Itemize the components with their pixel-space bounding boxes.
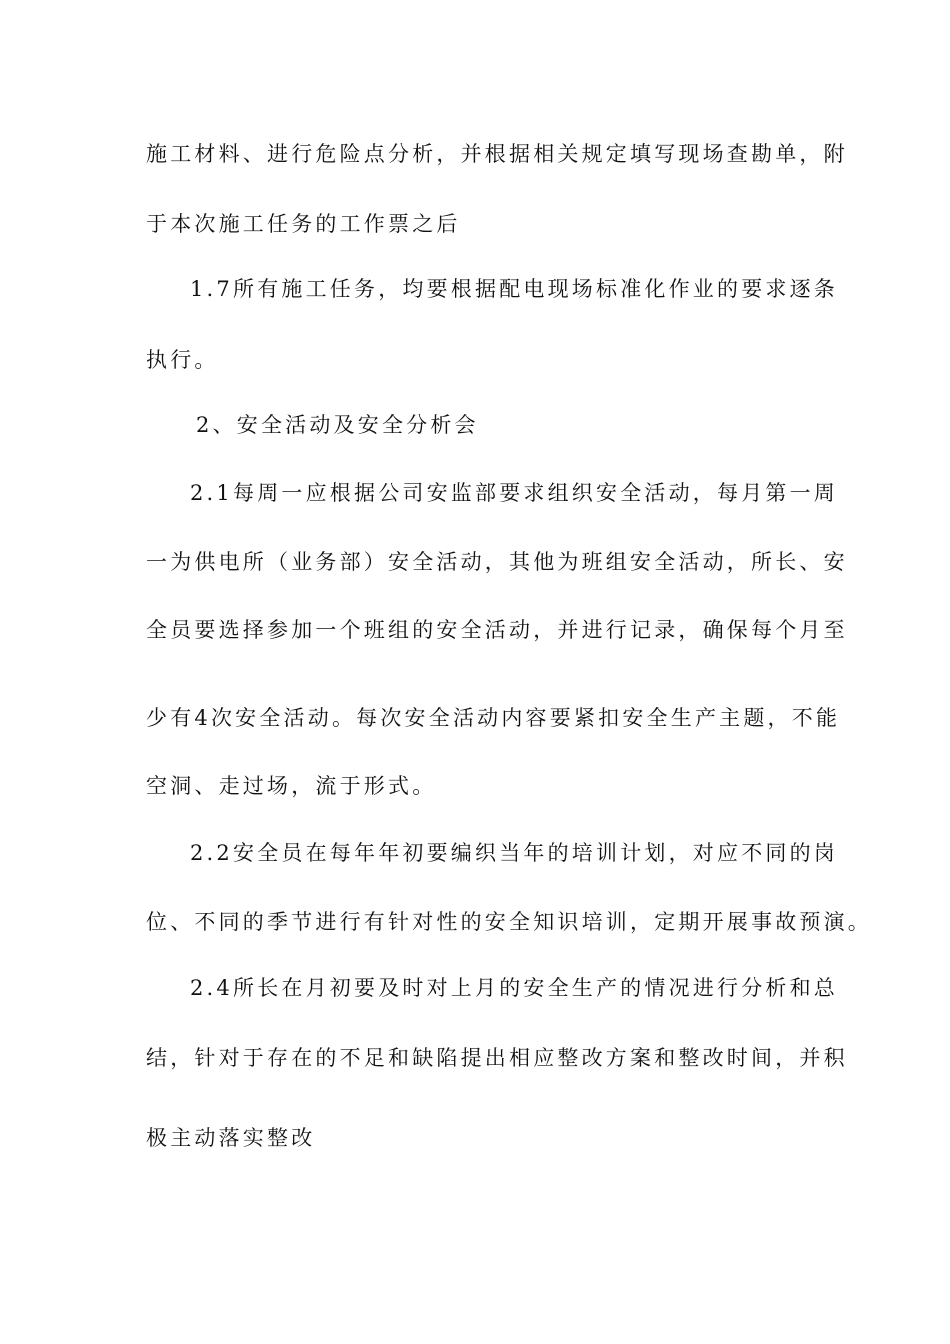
section-heading: 2、安全活动及安全分析会 (196, 413, 479, 437)
text-line: 极主动落实整改 (146, 1126, 316, 1150)
text-line: 全员要选择参加一个班组的安全活动，并进行记录，确保每个月至 (146, 618, 848, 642)
text-line: 位、不同的季节进行有针对性的安全知识培训，定期开展事故预演。 (146, 910, 872, 934)
paragraph-2-1-start: 2.1每周一应根据公司安监部要求组织安全活动，每月第一周 (190, 481, 838, 505)
text-line: 一为供电所（业务部）安全活动，其他为班组安全活动，所长、安 (146, 550, 848, 574)
paragraph-1-7-start: 1.7所有施工任务，均要根据配电现场标准化作业的要求逐条 (190, 277, 838, 301)
paragraph-2-4-start: 2.4所长在月初要及时对上月的安全生产的情况进行分析和总 (190, 976, 838, 1000)
paragraph-2-2-start: 2.2安全员在每年年初要编织当年的培训计划，对应不同的岗 (190, 841, 838, 865)
text-line: 空洞、走过场，流于形式。 (146, 774, 437, 798)
text-line: 执行。 (146, 348, 219, 372)
text-line: 施工材料、进行危险点分析，并根据相关规定填写现场查勘单，附 (146, 142, 848, 166)
text-line: 少有4次安全活动。每次安全活动内容要紧扣安全生产主题，不能 (146, 706, 841, 730)
text-line: 于本次施工任务的工作票之后 (146, 212, 461, 236)
text-line: 结，针对于存在的不足和缺陷提出相应整改方案和整改时间，并积 (146, 1046, 848, 1070)
